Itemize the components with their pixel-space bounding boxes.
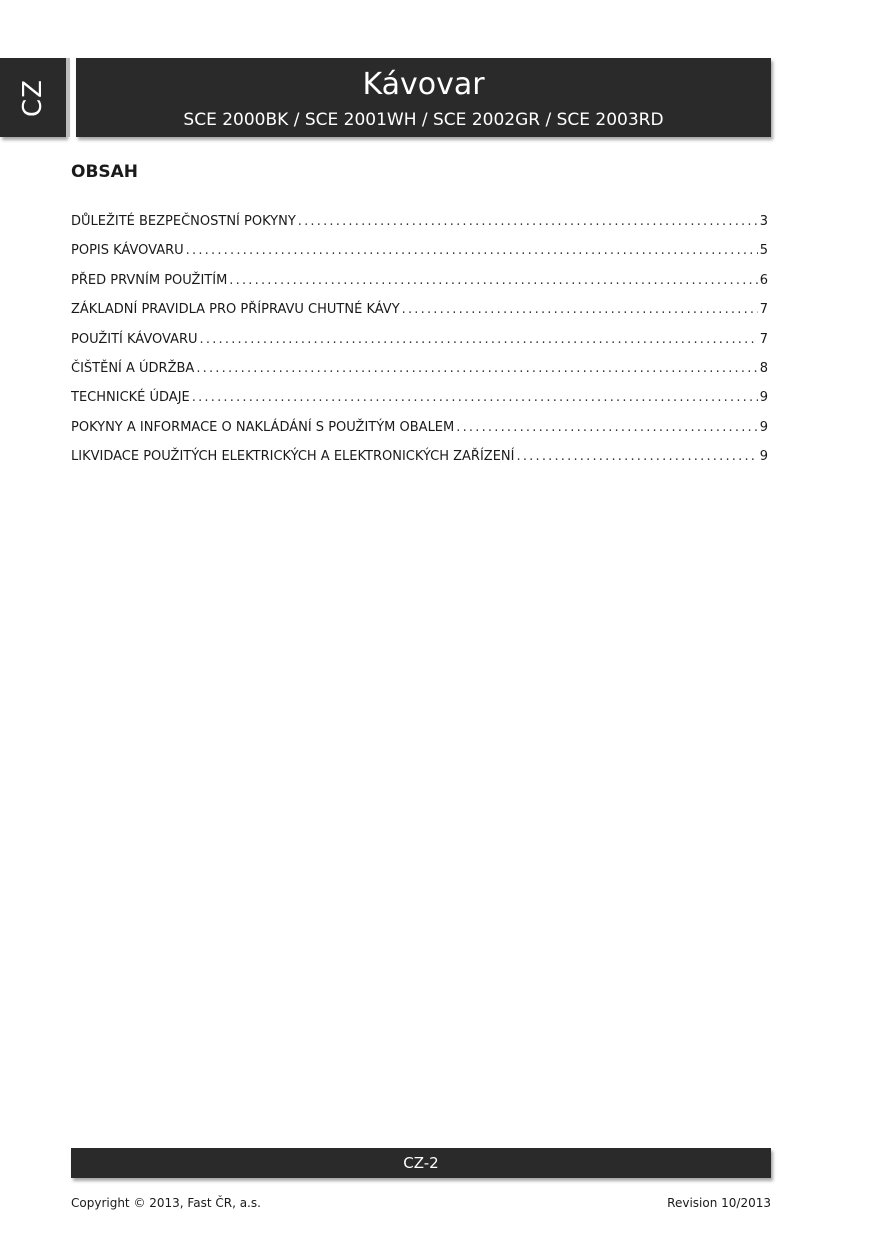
toc-entry[interactable] xyxy=(71,271,768,300)
toc-entry-page: 9 xyxy=(759,390,768,406)
tab-separator xyxy=(66,58,70,137)
model-numbers: SCE 2000BK / SCE 2001WH / SCE 2002GR / SCE 2003RD xyxy=(183,110,664,130)
toc-entry-page: 7 xyxy=(759,302,768,318)
toc-entry-page: 6 xyxy=(759,272,768,288)
dot-leader xyxy=(200,330,758,350)
toc-entry-page: 8 xyxy=(759,360,768,376)
title-banner xyxy=(76,58,771,137)
toc-entry[interactable] xyxy=(71,447,768,476)
dot-leader xyxy=(196,359,757,379)
toc-entry-label: DŮLEŽITÉ BEZPEČNOSTNÍ POKYNY xyxy=(71,214,296,229)
toc-entry-label: ZÁKLADNÍ PRAVIDLA PRO PŘÍPRAVU CHUTNÉ KÁVY xyxy=(71,302,400,318)
toc-entry[interactable] xyxy=(71,330,768,359)
toc-entry-page: 9 xyxy=(759,419,768,435)
toc-entry-label: PŘED PRVNÍM POUŽITÍM xyxy=(71,272,228,288)
toc-entry-label: ČIŠTĚNÍ A ÚDRŽBA xyxy=(71,360,195,376)
copyright-notice: Copyright © 2013, Fast ČR, a.s. xyxy=(71,1196,261,1210)
toc-entry-label: POKYNY A INFORMACE O NAKLÁDÁNÍ S POUŽITÝM OBALEM xyxy=(71,419,455,435)
toc-entry-page: 5 xyxy=(759,243,768,259)
toc-entry[interactable] xyxy=(71,418,768,447)
dot-leader xyxy=(298,212,758,232)
toc-entry-label: POPIS KÁVOVARU xyxy=(71,243,184,259)
table-of-contents xyxy=(71,212,768,477)
contents-heading: OBSAH xyxy=(71,162,139,182)
toc-entry-page: 7 xyxy=(759,331,768,347)
toc-entry[interactable] xyxy=(71,212,768,241)
toc-entry[interactable] xyxy=(71,388,768,417)
toc-entry-label: POUŽITÍ KÁVOVARU xyxy=(71,331,198,347)
page-number: CZ-2 xyxy=(403,1154,439,1172)
revision-label: Revision 10/2013 xyxy=(667,1196,771,1210)
dot-leader xyxy=(456,418,757,438)
dot-leader xyxy=(402,300,758,320)
dot-leader xyxy=(229,271,757,291)
dot-leader xyxy=(186,241,758,261)
language-tab xyxy=(0,58,66,137)
toc-entry-page: 3 xyxy=(759,214,768,229)
toc-entry-page: 9 xyxy=(759,449,768,465)
dot-leader xyxy=(192,388,758,408)
document-title: Kávovar xyxy=(362,67,485,102)
toc-entry-label: TECHNICKÉ ÚDAJE xyxy=(71,390,190,406)
page-number-bar xyxy=(71,1148,771,1178)
language-code: CZ xyxy=(18,78,48,117)
toc-entry[interactable] xyxy=(71,359,768,388)
toc-entry[interactable] xyxy=(71,300,768,329)
dot-leader xyxy=(516,447,757,467)
toc-entry-label: LIKVIDACE POUŽITÝCH ELEKTRICKÝCH A ELEKTRONICKÝCH ZAŘÍZENÍ xyxy=(71,449,515,465)
toc-entry[interactable] xyxy=(71,241,768,270)
